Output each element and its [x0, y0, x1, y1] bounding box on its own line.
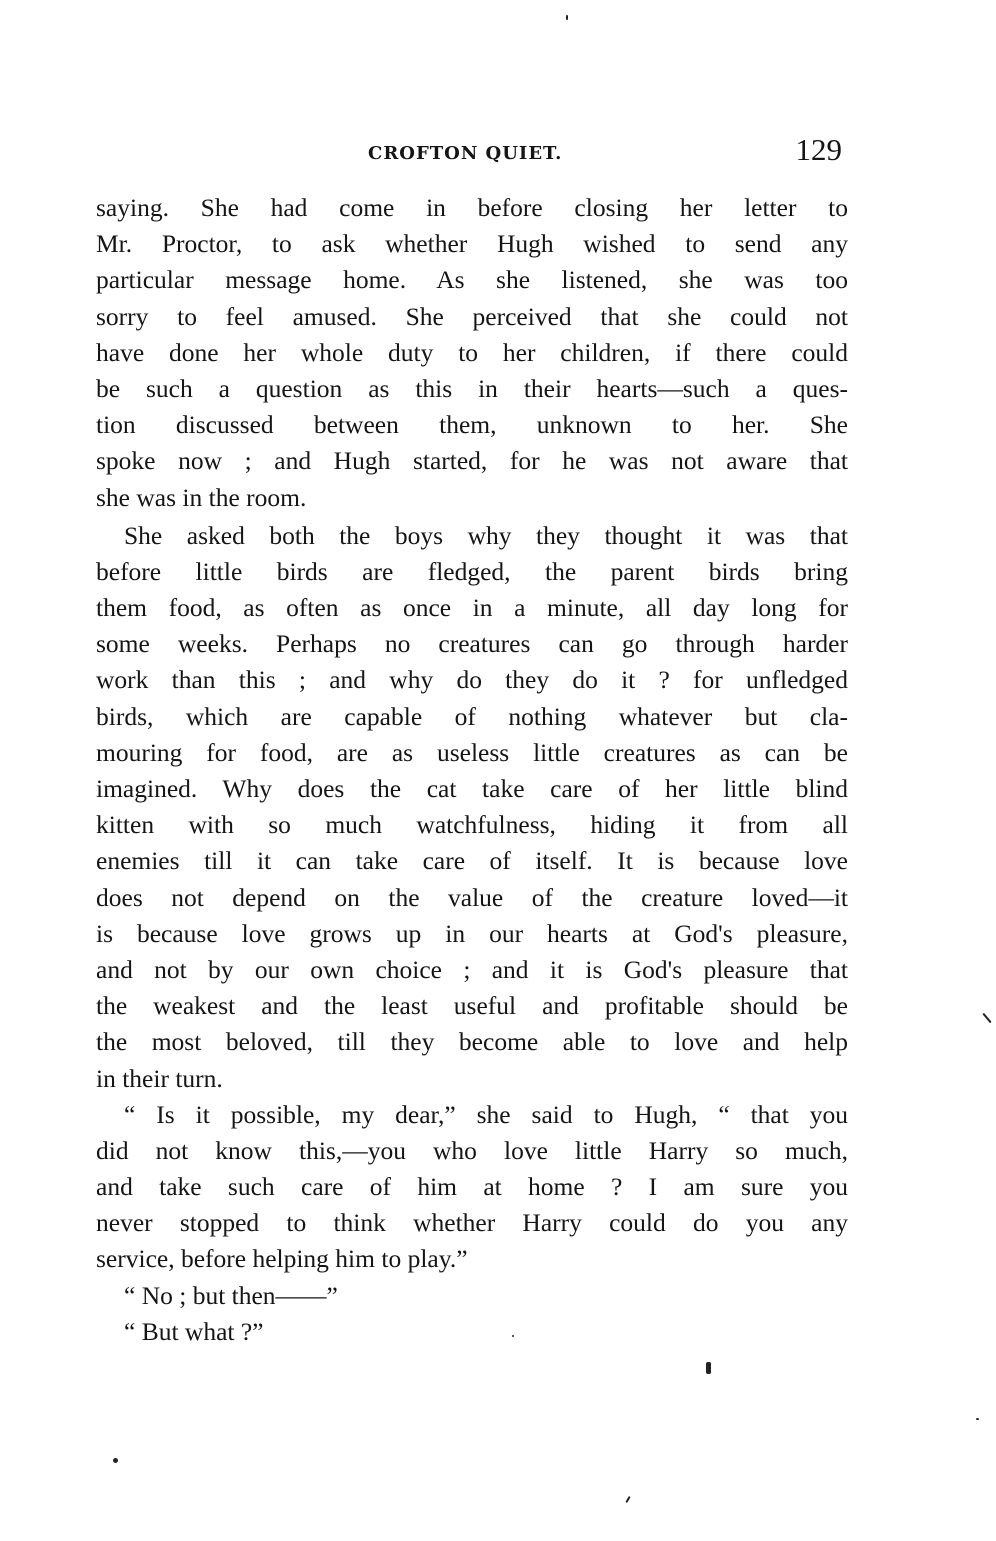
- text-line: and take such care of him at home ? I am sure you: [96, 1172, 848, 1202]
- text-line: tion discussed between them, unknown to her. She: [96, 410, 848, 440]
- text-line: them food, as often as once in a minute, all day long for: [96, 593, 848, 623]
- text-line: does not depend on the value of the creature loved—it: [96, 882, 848, 912]
- text-line: “ No ; but then——”: [124, 1280, 338, 1310]
- text-line: the weakest and the least useful and profitable should be: [96, 991, 848, 1021]
- page-number: 129: [795, 132, 842, 167]
- text-line: saying. She had come in before closing her letter to: [96, 193, 848, 222]
- text-line: never stopped to think whether Harry could do you any: [96, 1208, 848, 1238]
- text-line: is because love grows up in our hearts at God's pleasure,: [96, 918, 848, 948]
- text-line: particular message home. As she listened, she was too: [96, 265, 848, 295]
- scan-speck: [982, 1013, 991, 1023]
- text-line: kitten with so much watchfulness, hiding it from all: [96, 810, 848, 840]
- scan-speck: [706, 1362, 711, 1374]
- text-line: have done her whole duty to her children, if there could: [96, 337, 848, 367]
- text-line: some weeks. Perhaps no creatures can go through harder: [96, 629, 848, 659]
- text-line: in their turn.: [96, 1063, 223, 1093]
- text-line: service, before helping him to play.”: [96, 1244, 468, 1274]
- text-line: She asked both the boys why they thought it was that: [124, 520, 848, 550]
- text-line: enemies till it can take care of itself. It is because love: [96, 846, 848, 876]
- text-line: the most beloved, till they become able to love and help: [96, 1027, 848, 1057]
- text-line: mouring for food, are as useless little creatures as can be: [96, 737, 848, 767]
- text-line: “ But what ?”: [124, 1316, 264, 1346]
- text-line: work than this ; and why do they do it ? for unfledged: [96, 665, 848, 695]
- text-line: “ Is it possible, my dear,” she said to Hugh, “ that you: [124, 1099, 848, 1129]
- scan-speck: [512, 1335, 514, 1337]
- text-line: she was in the room.: [96, 482, 307, 512]
- text-line: imagined. Why does the cat take care of her little blind: [96, 774, 848, 803]
- scan-speck: [976, 1418, 979, 1420]
- text-line: Mr. Proctor, to ask whether Hugh wished to send any: [96, 229, 848, 259]
- text-line: birds, which are capable of nothing whatever but cla-: [96, 701, 848, 731]
- scan-speck: [566, 15, 568, 20]
- text-line: be such a question as this in their hearts—such a ques-: [96, 373, 848, 403]
- running-head: [96, 132, 846, 168]
- scan-speck: [113, 1458, 118, 1463]
- body-text: [96, 190, 848, 1350]
- text-line: spoke now ; and Hugh started, for he was not aware that: [96, 446, 848, 476]
- text-line: did not know this,—you who love little Harry so much,: [96, 1135, 848, 1165]
- running-title: CROFTON QUIET.: [368, 143, 563, 164]
- text-line: and not by our own choice ; and it is God's pleasure that: [96, 954, 848, 984]
- text-line: sorry to feel amused. She perceived that she could not: [96, 301, 848, 331]
- text-line: before little birds are fledged, the parent birds bring: [96, 556, 848, 586]
- scan-speck: [625, 1496, 630, 1503]
